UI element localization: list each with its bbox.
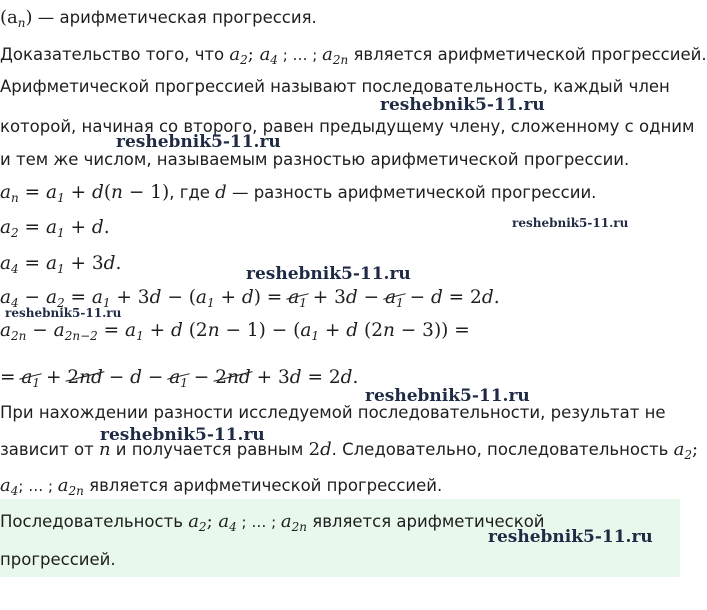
formula-d: d bbox=[215, 182, 227, 203]
conclusion-line-3: $a_4$; … ; $a_{2n}$ является арифметической прогрессией. bbox=[0, 475, 443, 498]
watermark: reshebnik5-11.ru bbox=[5, 306, 122, 320]
formula-a4: $a_4 = a_1 + 3d$. bbox=[0, 253, 122, 276]
watermark: reshebnik5-11.ru bbox=[116, 132, 281, 152]
formula-continuation: = $a_1 + 2nd - d - a_1 - 2nd + 3d = 2d$. bbox=[0, 367, 359, 390]
sequence-symbol: $(a_n)$ bbox=[0, 7, 33, 30]
watermark: reshebnik5-11.ru bbox=[380, 95, 545, 115]
watermark: reshebnik5-11.ru bbox=[100, 425, 265, 445]
formula-a2n-minus-a2n-2: $a_{2n} - a_{2n-2} = a_1 + d$ $(2n - 1) - (a_1 + d$ (2n − 3)) = bbox=[0, 320, 470, 343]
definition-line-1: Арифметической прогрессией называют последовательность, каждый член bbox=[0, 77, 670, 96]
definition-line-3: и тем же числом, называемым разностью арифметической прогрессии. bbox=[0, 150, 630, 169]
definition-line-2: которой, начиная со второго, равен предыдущему члену, сложенному с одним bbox=[0, 117, 695, 136]
task-line bbox=[0, 43, 707, 67]
header-line bbox=[0, 6, 317, 30]
answer-line-2: прогрессией. bbox=[0, 550, 116, 569]
task-pre: Доказательство того, что bbox=[0, 45, 230, 64]
watermark: reshebnik5-11.ru bbox=[365, 386, 530, 406]
conclusion-line-1: При нахождении разности исследуемой последовательности, результат не bbox=[0, 403, 666, 422]
general-formula-line bbox=[0, 181, 596, 205]
conclusion-line-2: зависит от n и получается равным 2d. Следовательно, последовательность $a_2$; bbox=[0, 439, 699, 462]
formula-a4-minus-a2: $a_4 - a_2 = a_1 + 3d - (a_1 + d) = a_1 + 3d - a_1 - d = 2d$. bbox=[0, 287, 500, 310]
formula-where: , где bbox=[169, 183, 216, 202]
task-sequence: $a_2$; $a_4$ ; … ; $a_{2n}$ bbox=[229, 44, 349, 67]
header-text: — арифметическая прогрессия. bbox=[32, 8, 317, 27]
formula-rest: — разность арифметической прогрессии. bbox=[226, 183, 597, 202]
watermark: reshebnik5-11.ru bbox=[246, 264, 411, 284]
watermark: reshebnik5-11.ru bbox=[512, 216, 629, 230]
watermark: reshebnik5-11.ru bbox=[488, 527, 653, 547]
formula-a2: $a_2 = a_1 + d$. bbox=[0, 217, 110, 240]
general-formula: $a_n = a_1 + d(n - 1)$ bbox=[0, 182, 170, 205]
task-post: является арифметической прогрессией. bbox=[348, 45, 707, 64]
answer-line-1: Последовательность $a_2$; $a_4$ ; … ; $a_{2n}$ является арифметической bbox=[0, 511, 545, 534]
